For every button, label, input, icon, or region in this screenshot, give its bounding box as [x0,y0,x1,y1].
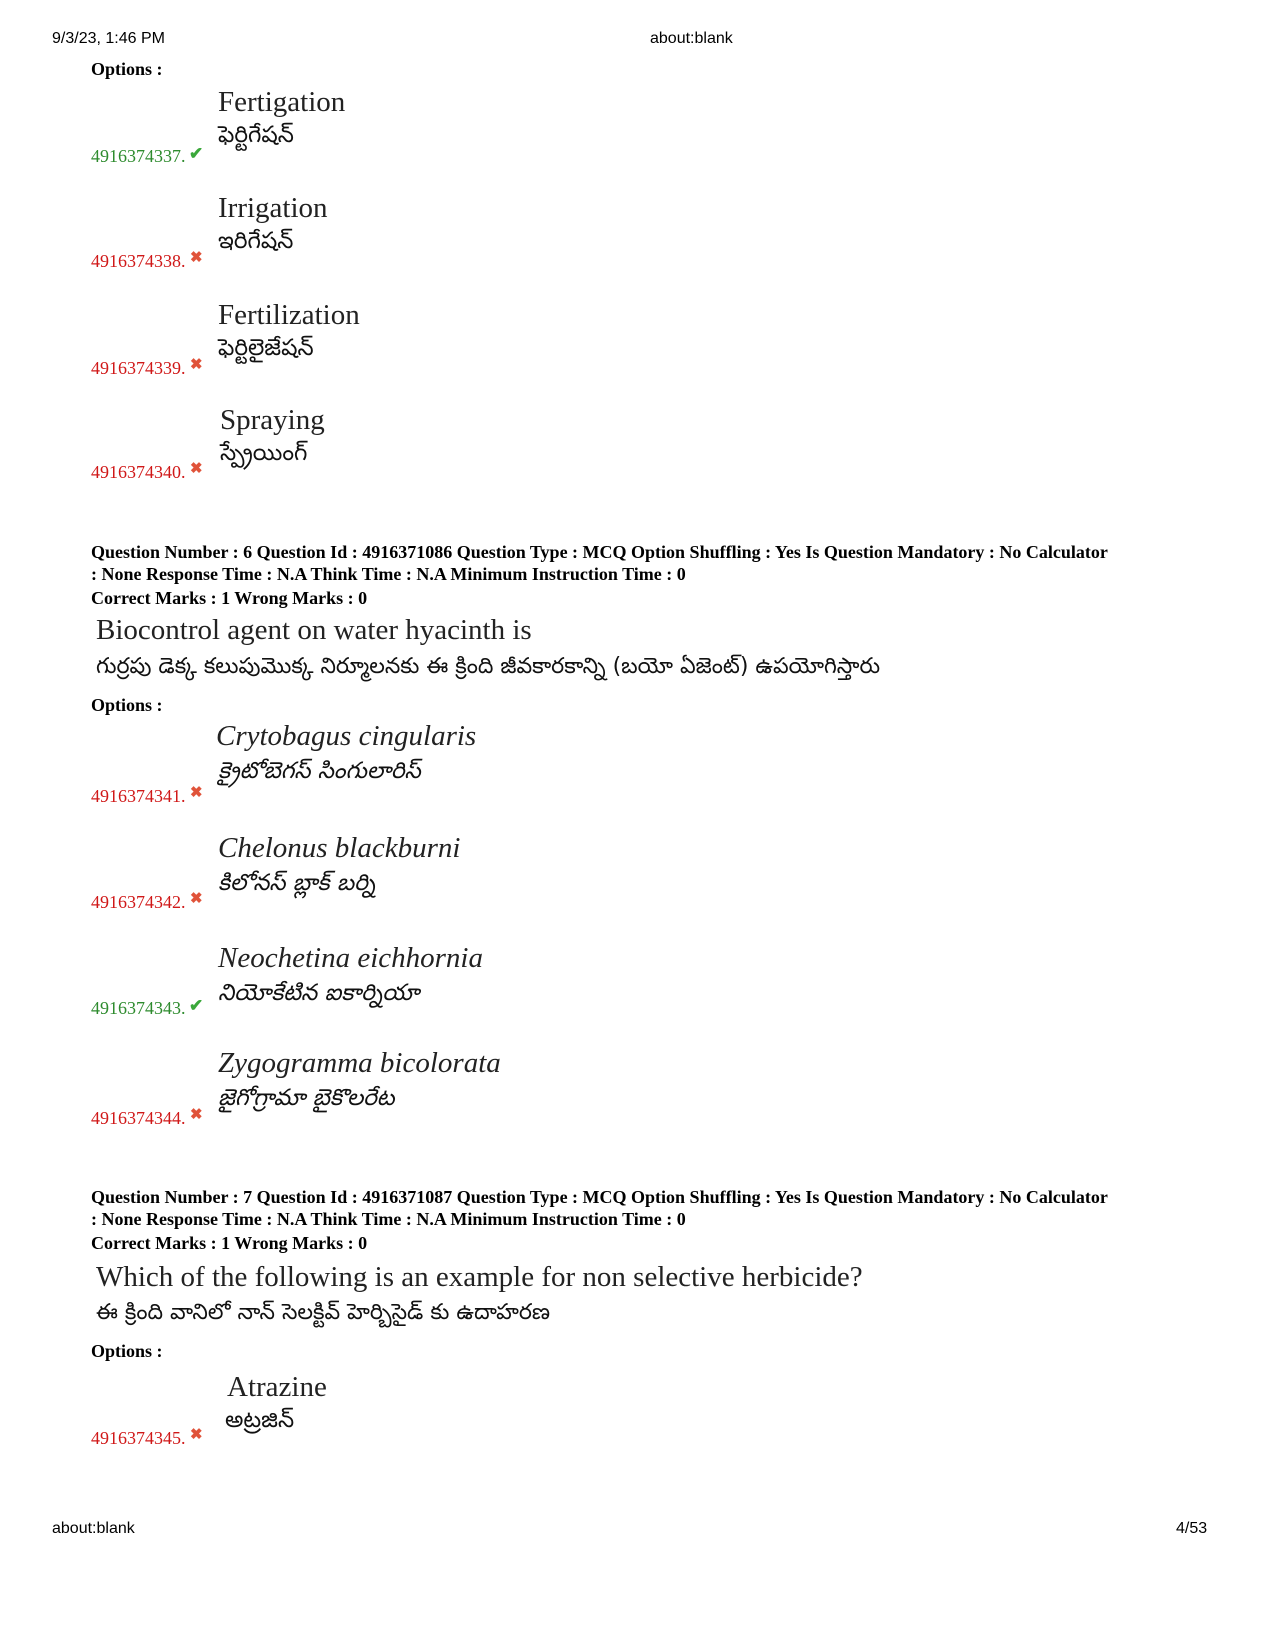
option-id: 4916374340. [91,462,186,482]
option-text-te: ఫెర్టిగేషన్ [218,122,294,148]
question-meta [91,541,1201,585]
option-text-te: అట్రజిన్ [225,1407,295,1433]
question-text-te: ఈ క్రింది వానిలో నాన్ సెలక్టివ్ హెర్బిసైడ్ కు ఉదాహరణ [96,1300,551,1325]
question-text-en: Which of the following is an example for non selective herbicide? [96,1261,863,1293]
option-row [91,192,791,292]
option-text-en: Chelonus blackburni [218,832,461,864]
option-text-en: Neochetina eichhornia [218,942,483,974]
question-meta [91,1186,1201,1230]
cross-icon: ✖ [190,1427,203,1443]
option-text-en: Spraying [220,404,325,436]
question-meta-line: : None Response Time : N.A Think Time : N.A Minimum Instruction Time : 0 [91,1209,686,1229]
option-row [91,1047,791,1147]
print-datetime: 9/3/23, 1:46 PM [52,30,165,47]
cross-icon: ✖ [190,785,203,801]
option-text-te: నియోకేటిన ఐకార్నియా [218,980,420,1006]
option-row [91,86,791,186]
question-meta-line: Question Number : 7 Question Id : 4916371087 Question Type : MCQ Option Shuffling : Yes Is Question Mandatory : No Calculator [91,1187,1108,1207]
options-label: Options : [91,1341,163,1361]
question-marks: Correct Marks : 1 Wrong Marks : 0 [91,588,368,608]
check-icon: ✔ [189,144,204,163]
option-text-te: స్ప్రేయింగ్ [220,440,308,466]
option-row [91,299,791,399]
question-text-te: గుర్రపు డెక్క కలుపుమొక్క నిర్మూలనకు ఈ క్రింది జీవకారకాన్ని (బయో ఏజెంట్) ఉపయోగిస్తారు [96,654,881,679]
option-id: 4916374343. [91,998,186,1018]
option-text-te: క్రైటోబెగస్ సింగులారిస్ [218,758,421,784]
options-label: Options : [91,59,163,79]
option-text-en: Atrazine [227,1371,327,1403]
option-id: 4916374345. [91,1428,186,1448]
option-id: 4916374338. [91,251,186,271]
cross-icon: ✖ [190,250,203,266]
option-text-en: Fertigation [218,86,346,118]
question-text-en: Biocontrol agent on water hyacinth is [96,614,532,646]
option-id: 4916374341. [91,786,186,806]
option-id: 4916374339. [91,358,186,378]
option-row [91,832,791,932]
option-text-te: జైగోగ్రామా బైకొలరేట [218,1085,395,1111]
option-text-en: Fertilization [218,299,360,331]
option-id: 4916374342. [91,892,186,912]
option-text-en: Crytobagus cingularis [216,720,477,752]
cross-icon: ✖ [190,357,203,373]
check-icon: ✔ [189,996,204,1015]
option-text-en: Zygogramma bicolorata [218,1047,501,1079]
option-id: 4916374344. [91,1108,186,1128]
print-header-url: about:blank [650,30,733,47]
page-number: 4/53 [1176,1520,1208,1537]
option-text-en: Irrigation [218,192,328,224]
question-meta-line: Question Number : 6 Question Id : 4916371086 Question Type : MCQ Option Shuffling : Yes Is Question Mandatory : No Calculator [91,542,1108,562]
option-text-te: ఇరిగేషన్ [218,228,294,254]
option-row [91,942,791,1042]
question-meta-line: : None Response Time : N.A Think Time : N.A Minimum Instruction Time : 0 [91,564,686,584]
option-row [91,404,791,504]
cross-icon: ✖ [190,891,203,907]
question-marks: Correct Marks : 1 Wrong Marks : 0 [91,1233,368,1253]
option-text-te: ఫెర్టిలైజేషన్ [218,335,314,361]
option-id: 4916374337. [91,146,186,166]
print-footer-url: about:blank [52,1520,135,1537]
option-row [91,720,791,820]
option-text-te: కిలోనస్ బ్లాక్ బర్ని [218,870,376,896]
option-row [91,1371,791,1471]
options-label: Options : [91,695,163,715]
cross-icon: ✖ [190,461,203,477]
cross-icon: ✖ [190,1107,203,1123]
